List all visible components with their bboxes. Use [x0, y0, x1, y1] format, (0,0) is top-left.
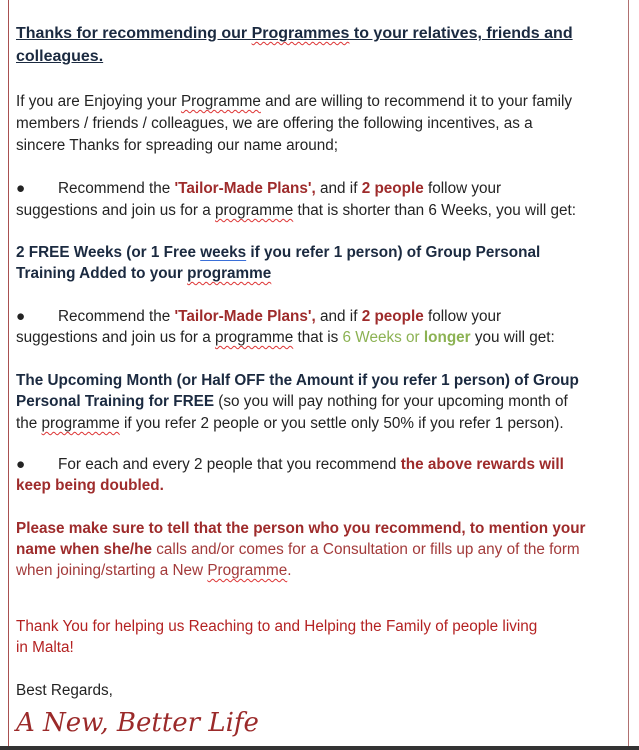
text: Programme — [180, 93, 261, 110]
text: the above rewards will — [400, 456, 564, 473]
please-line-2 — [16, 540, 580, 560]
text: if you refer 2 people or you settle only 50% if you refer 1 person). — [119, 415, 564, 432]
text: 2 people — [361, 180, 424, 197]
text: Programme — [207, 562, 288, 579]
text: 2 FREE Weeks (or 1 Free — [16, 244, 201, 261]
thanks-line-2: in Malta! — [16, 639, 74, 656]
heading-text: Programmes — [251, 25, 350, 42]
bullet-2-line-2 — [16, 328, 555, 348]
text: If you are Enjoying your — [16, 93, 181, 110]
reward-2-line-1: The Upcoming Month (or Half OFF the Amount if you refer 1 person) of Group — [16, 372, 579, 389]
text: name when she/he — [16, 541, 153, 558]
text: suggestions and join us for a — [16, 329, 215, 346]
heading-line-2: colleagues. — [16, 48, 104, 65]
reward-2-line-2 — [16, 392, 568, 412]
text: programme — [215, 202, 294, 219]
text: Training Added to your — [16, 265, 188, 282]
thanks-line-1: Thank You for helping us Reaching to and Helping the Family of people living — [16, 618, 538, 635]
text: longer — [423, 329, 471, 346]
text: 'Tailor-Made Plans', — [174, 308, 316, 325]
bullet-icon: ● — [16, 456, 26, 473]
please-line-3 — [16, 561, 291, 581]
intro-line-2: members / friends / colleagues, we are offering the following incentives, as a — [16, 115, 533, 132]
text: Personal Training for FREE — [16, 393, 215, 410]
text: . — [287, 562, 292, 579]
text: follow your — [423, 180, 502, 197]
heading-line-1 — [16, 24, 573, 44]
text: and if — [315, 180, 362, 197]
bottom-edge — [0, 746, 639, 750]
signature: A New, Better Life — [16, 708, 259, 738]
text: 2 people — [361, 308, 424, 325]
text: Recommend the — [58, 180, 175, 197]
page-border-right — [628, 0, 629, 750]
reward-1-line-2 — [16, 264, 271, 284]
text: the — [16, 415, 42, 432]
text: follow your — [423, 308, 502, 325]
bullet-2-line-1 — [16, 307, 501, 327]
text: For each and every 2 people that you recommend — [58, 456, 401, 473]
text: programme — [187, 265, 272, 282]
heading-text: Thanks for recommending our — [16, 25, 252, 42]
text: weeks — [200, 244, 247, 261]
heading-text: to your relatives, friends and — [349, 25, 573, 42]
text: programme — [215, 329, 294, 346]
text: that is — [293, 329, 343, 346]
text: 'Tailor-Made Plans', — [174, 180, 316, 197]
text: and if — [315, 308, 362, 325]
bullet-icon: ● — [16, 308, 26, 325]
text: Recommend the — [58, 308, 175, 325]
text: suggestions and join us for a — [16, 202, 215, 219]
bullet-3-line-1 — [16, 455, 564, 475]
bullet-1-line-1 — [16, 179, 501, 199]
text: that is shorter than 6 Weeks, you will get: — [293, 202, 577, 219]
regards: Best Regards, — [16, 682, 113, 699]
text: you will get: — [470, 329, 555, 346]
text: and are willing to recommend it to your family — [260, 93, 573, 110]
bullet-1-line-2 — [16, 201, 576, 221]
intro-line-3: sincere Thanks for spreading our name around; — [16, 137, 338, 154]
please-line-1: Please make sure to tell that the person who you recommend, to mention your — [16, 520, 586, 537]
text: (so you will pay nothing for your upcoming month of — [214, 393, 568, 410]
bullet-3-line-2: keep being doubled. — [16, 477, 164, 494]
reward-1-line-1 — [16, 243, 540, 263]
text: when joining/starting a New — [16, 562, 208, 579]
text: if you refer 1 person) of Group Personal — [246, 244, 541, 261]
bullet-icon: ● — [16, 180, 26, 197]
intro-line-1 — [16, 92, 572, 112]
text: 6 Weeks or — [342, 329, 424, 346]
text: calls and/or comes for a Consultation or fills up any of the form — [152, 541, 580, 558]
text: programme — [41, 415, 120, 432]
page-border-left — [8, 0, 9, 750]
reward-2-line-3 — [16, 414, 564, 434]
